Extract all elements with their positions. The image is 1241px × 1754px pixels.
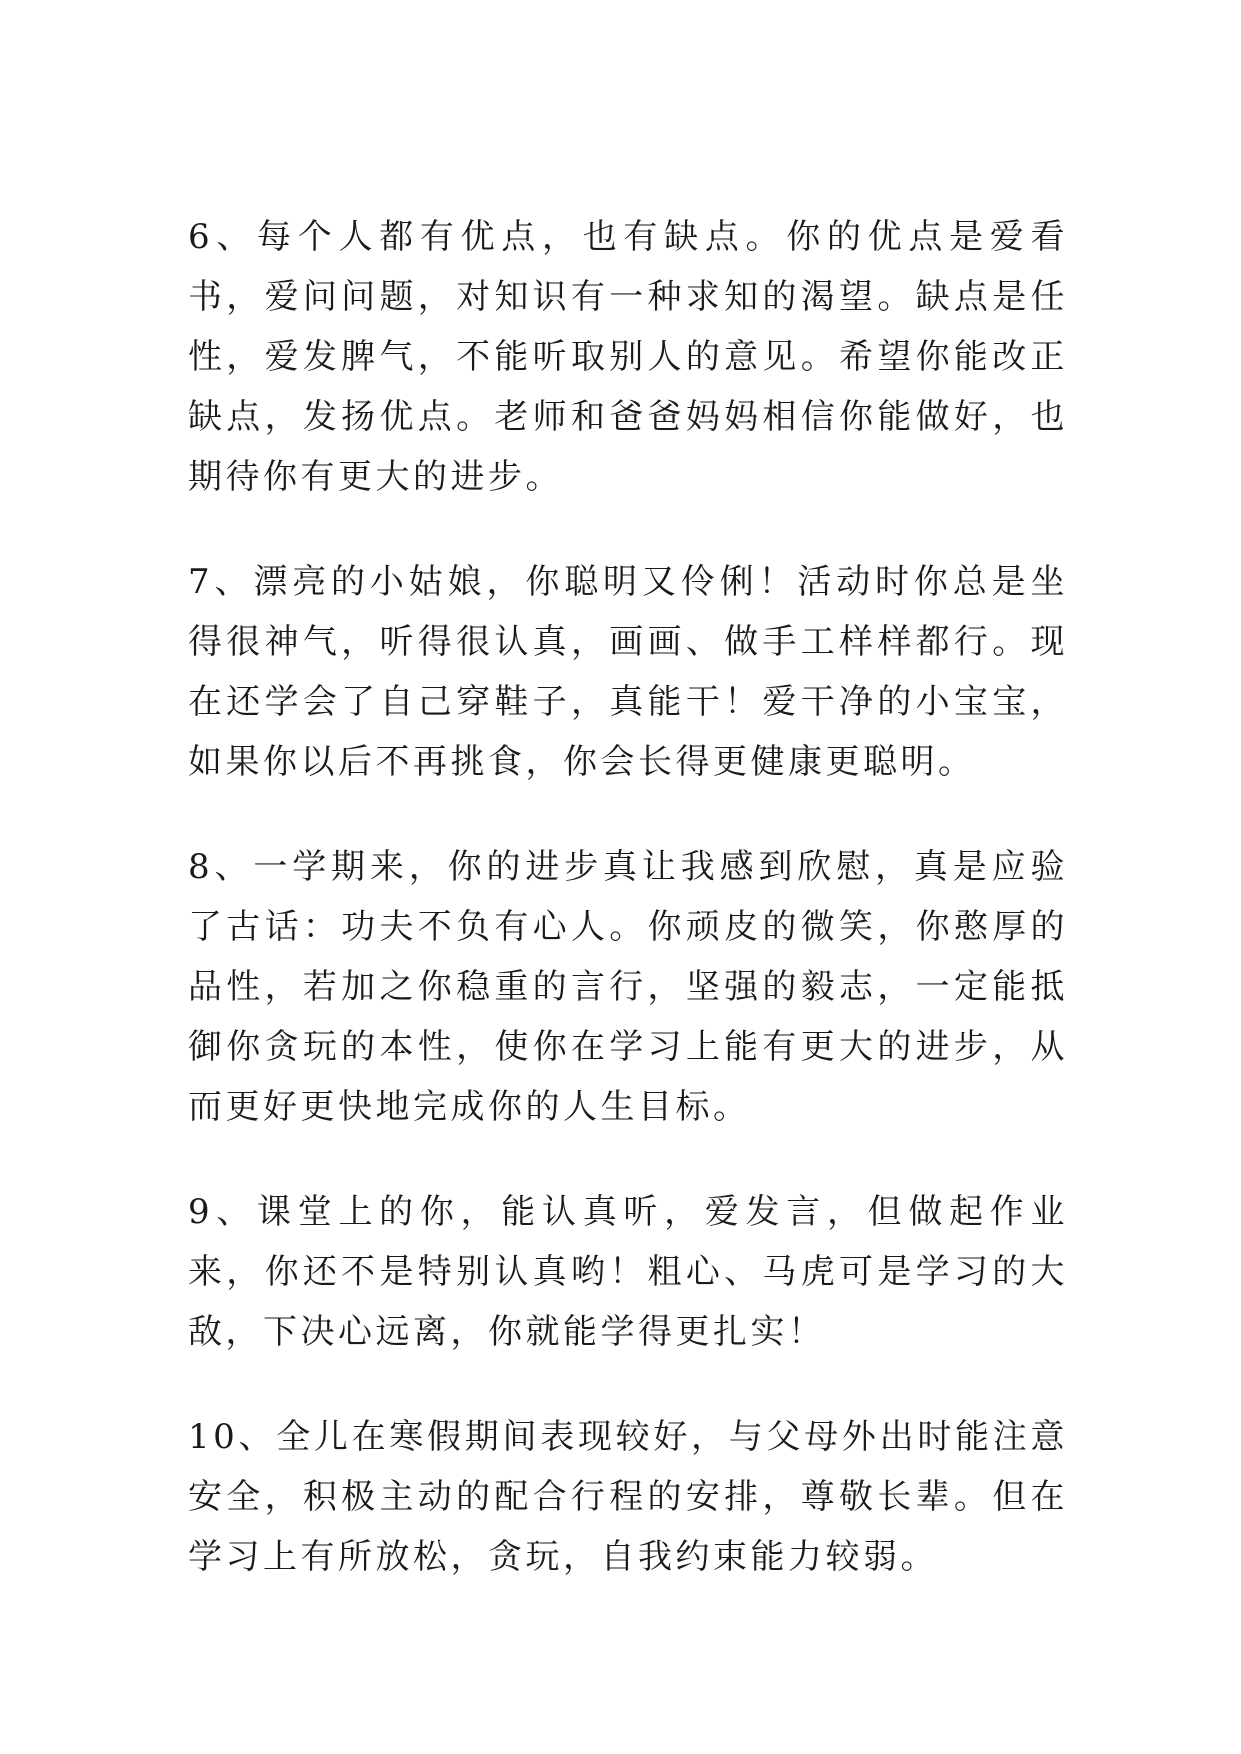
comment-paragraph-7: 7、漂亮的小姑娘，你聪明又伶俐！活动时你总是坐得很神气，听得很认真，画画、做手工样样都行。现在还学会了自己穿鞋子，真能干！爱干净的小宝宝，如果你以后不再挑食，你会长得更健康更聪明。 [188,562,1068,782]
comment-paragraph-9: 9、课堂上的你，能认真听，爱发言，但做起作业来，你还不是特别认真哟！粗心、马虎可是学习的大敌，下决心远离，你就能学得更扎实！ [188,1192,1068,1352]
comment-paragraph-10: 10、全儿在寒假期间表现较好，与父母外出时能注意安全，积极主动的配合行程的安排，尊敬长辈。但在学习上有所放松，贪玩，自我约束能力较弱。 [188,1417,1068,1577]
comment-paragraph-6: 6、每个人都有优点，也有缺点。你的优点是爱看书，爱问问题，对知识有一种求知的渴望。缺点是任性，爱发脾气，不能听取别人的意见。希望你能改正缺点，发扬优点。老师和爸爸妈妈相信你能做好，也期待你有更大的进步。 [188,217,1068,497]
document-body [188,207,1068,1632]
comment-paragraph-8: 8、一学期来，你的进步真让我感到欣慰，真是应验了古话：功夫不负有心人。你顽皮的微笑，你憨厚的品性，若加之你稳重的言行，坚强的毅志，一定能抵御你贪玩的本性，使你在学习上能有更大的进步，从而更好更快地完成你的人生目标。 [188,847,1068,1127]
